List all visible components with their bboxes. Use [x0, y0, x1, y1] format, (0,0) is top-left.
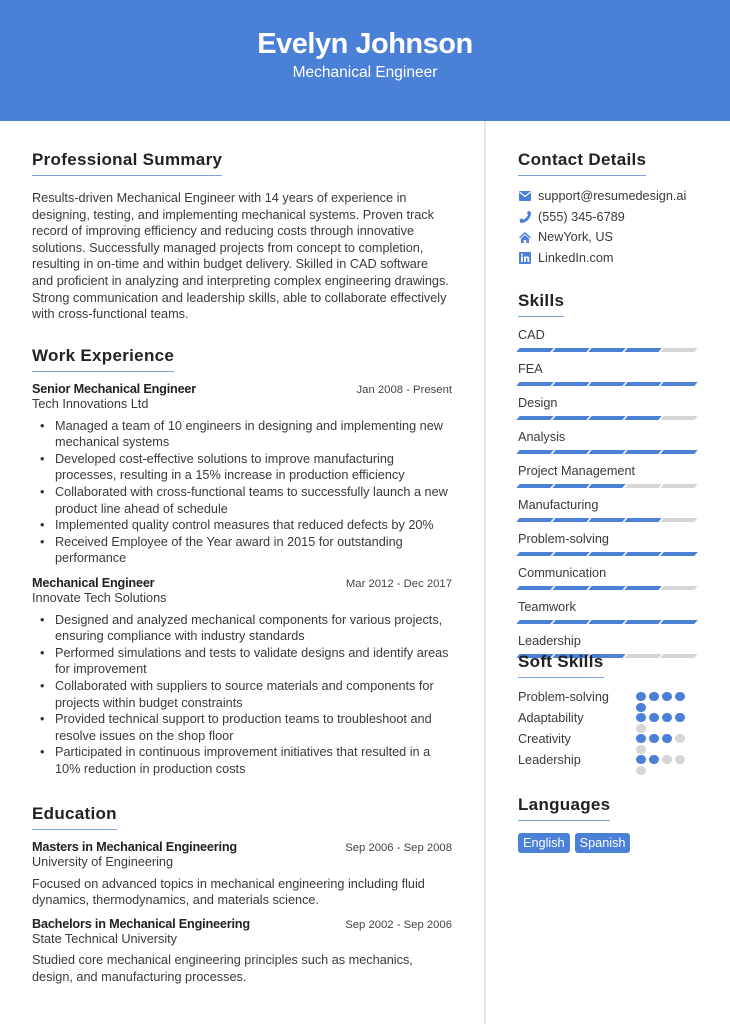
skill-bar-segment [552, 518, 589, 522]
education-dates: Sep 2002 - Sep 2006 [345, 918, 452, 931]
section-heading: Work Experience [32, 346, 174, 372]
job-bullets [32, 612, 452, 778]
job-company: Tech Innovations Ltd [32, 397, 149, 411]
education-section [32, 804, 452, 986]
section-heading: Soft Skills [518, 652, 604, 678]
skill-bar-segment [588, 620, 625, 624]
section-heading: Education [32, 804, 117, 830]
job-role: Senior Mechanical Engineer [32, 382, 197, 396]
job-role: Mechanical Engineer [32, 575, 155, 590]
skill-level-bar [518, 518, 698, 522]
soft-skill-rating [636, 692, 686, 702]
skills-section [518, 291, 698, 667]
section-heading: Skills [518, 291, 564, 317]
skill-bar-segment [624, 586, 661, 590]
column-divider [484, 121, 486, 1024]
skill-item [518, 429, 698, 454]
rating-dot [675, 755, 685, 765]
education-entry [32, 840, 452, 909]
skill-level-bar [518, 484, 698, 488]
language-tag: Spanish [575, 833, 631, 853]
skill-label: Teamwork [518, 600, 576, 614]
job-dates: Mar 2012 - Dec 2017 [345, 577, 452, 590]
contact-location [518, 227, 698, 248]
rating-dot [636, 713, 646, 723]
skill-item [518, 497, 698, 522]
language-tag: English [518, 833, 570, 853]
skill-bar-segment [624, 484, 661, 488]
candidate-name: Evelyn Johnson [257, 28, 473, 60]
skill-bar-segment [624, 416, 661, 420]
skill-item [518, 463, 698, 488]
soft-skill-item [518, 728, 698, 749]
linkedin-icon [518, 251, 531, 264]
soft-skill-item [518, 707, 698, 728]
rating-dot [649, 692, 659, 702]
skill-level-bar [518, 382, 698, 386]
degree: Masters in Mechanical Engineering [32, 840, 237, 854]
skill-bar-segment [660, 382, 697, 386]
home-icon [518, 231, 531, 244]
summary-section [32, 150, 452, 323]
skill-item [518, 395, 698, 420]
rating-dot [649, 734, 659, 744]
bullet-item: • Collaborated with suppliers to source materials and components for projects within budget constraints [32, 678, 452, 711]
rating-dot [675, 713, 685, 723]
section-heading: Languages [518, 795, 610, 821]
skill-level-bar [518, 348, 698, 352]
soft-skill-label: Leadership [518, 752, 581, 767]
education-description: Studied core mechanical engineering principles such as mechanics, design, and manufacturing processes. [32, 953, 413, 984]
skill-bar-segment [516, 518, 553, 522]
skill-bar-segment [516, 416, 553, 420]
skill-bar-segment [588, 518, 625, 522]
languages-section [518, 795, 698, 853]
soft-skill-item [518, 749, 698, 770]
skill-bar-segment [588, 348, 625, 352]
rating-dot [675, 734, 685, 744]
section-heading: Contact Details [518, 150, 646, 176]
contact-text: (555) 345-6789 [538, 209, 625, 224]
bullet-item: • Developed cost-effective solutions to improve manufacturing processes, resulting in a 15% increase in production efficiency [32, 451, 452, 484]
skill-bar-segment [516, 484, 553, 488]
job-entry [32, 576, 452, 778]
skill-bar-segment [516, 348, 553, 352]
skill-item [518, 531, 698, 556]
skill-bar-segment [552, 586, 589, 590]
skill-level-bar [518, 620, 698, 624]
skill-level-bar [518, 552, 698, 556]
skill-bar-segment [660, 586, 697, 590]
soft-skill-item [518, 686, 698, 707]
skill-bar-segment [660, 552, 697, 556]
education-entry [32, 917, 452, 986]
soft-skill-label: Problem-solving [518, 689, 609, 704]
phone-icon [518, 210, 531, 223]
skill-level-bar [518, 450, 698, 454]
skill-bar-segment [588, 416, 625, 420]
rating-dot [662, 734, 672, 744]
contact-section [518, 150, 698, 268]
summary-text: Results-driven Mechanical Engineer with 14 years of experience in designing, testing, and implementing mechanical systems. Proven track record of improving efficiency and reducing costs through innovative solutions. Successfully managed projects from concept to completion, resulting in on-time and within budget delivery. Skilled in CAD software and proficient in analyzing and interpreting complex engineering drawings. Strong communication and leadership skills, able to collaborate effectively with cross-functional teams. [32, 191, 449, 322]
skill-bar-segment [516, 450, 553, 454]
skill-bar-segment [516, 586, 553, 590]
skill-bar-segment [588, 450, 625, 454]
job-dates: Jan 2008 - Present [356, 384, 452, 396]
skill-bar-segment [624, 382, 661, 386]
job-entry [32, 382, 452, 567]
education-description: Focused on advanced topics in mechanical engineering including fluid dynamics, thermodynamics, and materials science. [32, 876, 425, 908]
skill-item [518, 599, 698, 624]
school: State Technical University [32, 931, 178, 946]
skill-label: Problem-solving [518, 532, 609, 546]
skill-bar-segment [552, 484, 589, 488]
skill-label: Manufacturing [518, 498, 599, 512]
job-bullets [32, 418, 452, 567]
rating-dot [662, 692, 672, 702]
envelope-icon [518, 190, 531, 203]
experience-section [32, 346, 452, 777]
bullet-item: • Received Employee of the Year award in 2015 for outstanding performance [32, 534, 452, 567]
skill-bar-segment [624, 552, 661, 556]
rating-dot [636, 692, 646, 702]
rating-dot [636, 766, 646, 776]
skill-item [518, 565, 698, 590]
skill-bar-segment [552, 552, 589, 556]
skill-level-bar [518, 416, 698, 420]
section-heading: Professional Summary [32, 150, 222, 176]
skill-label: Leadership [518, 634, 581, 648]
skill-bar-segment [624, 450, 661, 454]
soft-skill-rating [636, 755, 686, 765]
skill-item [518, 327, 698, 352]
rating-dot [662, 755, 672, 765]
candidate-title: Mechanical Engineer [292, 64, 438, 81]
rating-dot [675, 692, 685, 702]
rating-dot [636, 734, 646, 744]
skill-label: Analysis [518, 430, 566, 444]
rating-dot [636, 755, 646, 765]
bullet-item: • Collaborated with cross-functional teams to successfully launch a new product line ahead of schedule [32, 484, 452, 517]
skill-bar-segment [588, 382, 625, 386]
skill-bar-segment [552, 382, 589, 386]
skill-bar-segment [660, 416, 697, 420]
contact-email[interactable] [518, 186, 698, 207]
skill-bar-segment [660, 518, 697, 522]
school: University of Engineering [32, 855, 174, 869]
skill-bar-segment [660, 348, 697, 352]
bullet-item: • Implemented quality control measures that reduced defects by 20% [32, 517, 452, 534]
skill-label: Design [518, 396, 558, 410]
soft-skills-section [518, 652, 698, 770]
bullet-item: • Provided technical support to production teams to troubleshoot and resolve issues on the shop floor [32, 711, 452, 744]
skill-label: CAD [518, 328, 545, 342]
skill-bar-segment [588, 586, 625, 590]
contact-text: LinkedIn.com [538, 250, 614, 265]
skill-bar-segment [588, 552, 625, 556]
bullet-item: • Managed a team of 10 engineers in designing and implementing new mechanical systems [32, 418, 452, 451]
job-company: Innovate Tech Solutions [32, 590, 167, 605]
skill-bar-segment [552, 620, 589, 624]
soft-skill-rating [636, 734, 686, 744]
skill-bar-segment [552, 450, 589, 454]
skill-label: FEA [518, 362, 543, 376]
rating-dot [649, 713, 659, 723]
skill-bar-segment [624, 620, 661, 624]
soft-skill-label: Adaptability [518, 710, 584, 725]
skill-label: Project Management [518, 464, 636, 478]
contact-text: support@resumedesign.ai [538, 189, 687, 204]
education-dates: Sep 2006 - Sep 2008 [345, 842, 452, 854]
skill-item [518, 361, 698, 386]
skill-bar-segment [552, 416, 589, 420]
contact-linkedin[interactable] [518, 248, 698, 269]
bullet-item: • Performed simulations and tests to validate designs and identify areas for improvement [32, 645, 452, 678]
resume-header [0, 0, 730, 121]
rating-dot [662, 713, 672, 723]
skill-bar-segment [660, 450, 697, 454]
bullet-item: • Participated in continuous improvement initiatives that resulted in a 10% reduction in production costs [32, 744, 452, 777]
skill-bar-segment [516, 382, 553, 386]
contact-text: NewYork, US [538, 230, 613, 245]
bullet-item: • Designed and analyzed mechanical components for various projects, ensuring compliance with industry standards [32, 612, 452, 645]
degree: Bachelors in Mechanical Engineering [32, 916, 250, 931]
contact-phone[interactable] [518, 207, 698, 228]
soft-skill-rating [636, 713, 686, 723]
rating-dot [649, 755, 659, 765]
skill-bar-segment [552, 348, 589, 352]
soft-skill-label: Creativity [518, 731, 571, 746]
skill-bar-segment [660, 484, 697, 488]
skill-bar-segment [516, 552, 553, 556]
skill-bar-segment [624, 348, 661, 352]
skill-bar-segment [516, 620, 553, 624]
skill-bar-segment [624, 518, 661, 522]
skill-bar-segment [660, 620, 697, 624]
skill-level-bar [518, 586, 698, 590]
skill-label: Communication [518, 566, 607, 580]
skill-bar-segment [588, 484, 625, 488]
